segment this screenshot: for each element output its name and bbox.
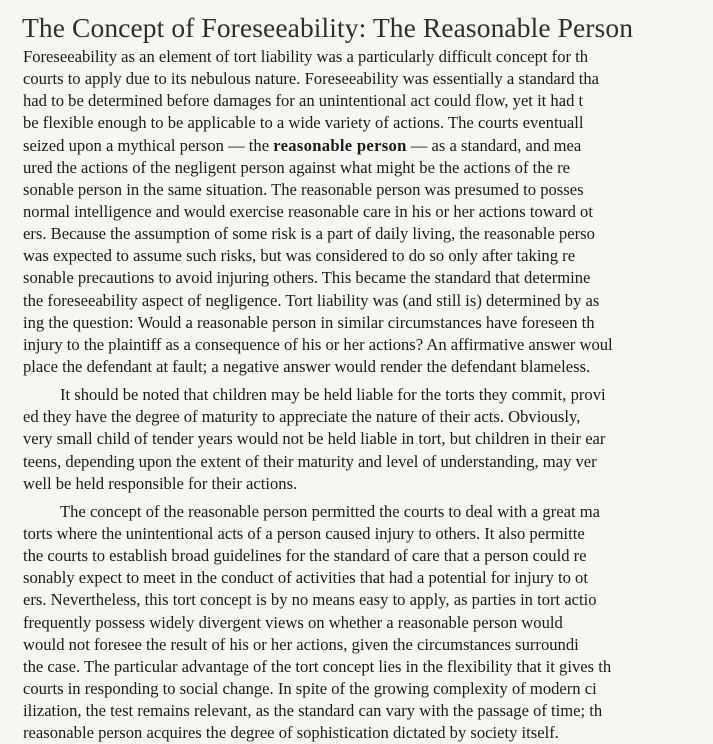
- text-line: normal intelligence and would exercise reasonable care in his or her actions toward ot: [23, 201, 593, 221]
- text-line: [23, 135, 713, 157]
- text-line: would not foresee the result of his or her actions, given the circumstances surroundi: [23, 634, 579, 654]
- text-line: the foreseeability aspect of negligence. Tort liability was (and still is) determined by as: [23, 290, 600, 310]
- text-line: ured the actions of the negligent person against what might be the actions of the re: [23, 157, 570, 177]
- paragraph: [23, 384, 713, 495]
- text-line: be flexible enough to be applicable to a wide variety of actions. The courts eventuall: [23, 113, 584, 133]
- text-line: place the defendant at fault; a negative answer would render the defendant blameless.: [23, 356, 591, 376]
- text-line: sonable precautions to avoid injuring others. This became the standard that determine: [23, 268, 591, 288]
- text-segment: — as a standard, and mea: [406, 135, 582, 155]
- text-line: the case. The particular advantage of the tort concept lies in the flexibility that it gives th: [23, 656, 612, 676]
- text-line: courts to apply due to its nebulous nature. Foreseeability was essentially a standard tha: [23, 69, 600, 89]
- text-line: teens, depending upon the extent of their maturity and level of understanding, may ver: [23, 451, 597, 471]
- text-line: ers. Because the assumption of some risk is a part of daily living, the reasonable perso: [23, 224, 595, 244]
- text-line: reasonable person acquires the degree of sophistication dictated by society itself.: [23, 723, 559, 743]
- paragraph: [23, 46, 713, 378]
- text-line: the courts to establish broad guidelines for the standard of care that a person could re: [23, 546, 587, 566]
- text-line: sonable person in the same situation. The reasonable person was presumed to posses: [23, 179, 584, 199]
- emphasized-term: reasonable person: [273, 135, 407, 155]
- text-line: ilization, the test remains relevant, as the standard can vary with the passage of time; th: [23, 701, 603, 721]
- text-line: The concept of the reasonable person permitted the courts to deal with a great ma: [60, 501, 601, 521]
- text-line: was expected to assume such risks, but was considered to do so only after taking re: [23, 246, 576, 266]
- text-segment: seized upon a mythical person — the: [23, 135, 274, 155]
- text-line: courts in responding to social change. In spite of the growing complexity of modern ci: [23, 678, 597, 698]
- text-line: well be held responsible for their actions.: [23, 473, 298, 493]
- body-text: [23, 46, 713, 744]
- text-line: Foreseeability as an element of tort liability was a particularly difficult concept for th: [23, 47, 589, 66]
- text-line: ed they have the degree of maturity to appreciate the nature of their acts. Obviously,: [23, 407, 581, 427]
- paragraph: [23, 501, 713, 744]
- section-heading: The Concept of Foreseeability: The Reasonable Person: [22, 12, 634, 43]
- text-line: It should be noted that children may be held liable for the torts they commit, provi: [60, 385, 606, 405]
- text-line: sonably expect to meet in the conduct of activities that had a potential for injury to ot: [23, 568, 588, 588]
- text-line: very small child of tender years would not be held liable in tort, but children in their ear: [23, 429, 606, 449]
- text-line: frequently possess widely divergent views on whether a reasonable person would: [23, 612, 563, 632]
- text-line: had to be determined before damages for an unintentional act could flow, yet it had t: [23, 91, 584, 111]
- text-line: torts where the unintentional acts of a person caused injury to others. It also permitte: [23, 523, 585, 543]
- text-line: ers. Nevertheless, this tort concept is by no means easy to apply, as parties in tort actio: [23, 590, 597, 610]
- text-line: injury to the plaintiff as a consequence of his or her actions? An affirmative answer woul: [23, 334, 613, 354]
- text-line: ing the question: Would a reasonable person in similar circumstances have foreseen th: [23, 312, 595, 332]
